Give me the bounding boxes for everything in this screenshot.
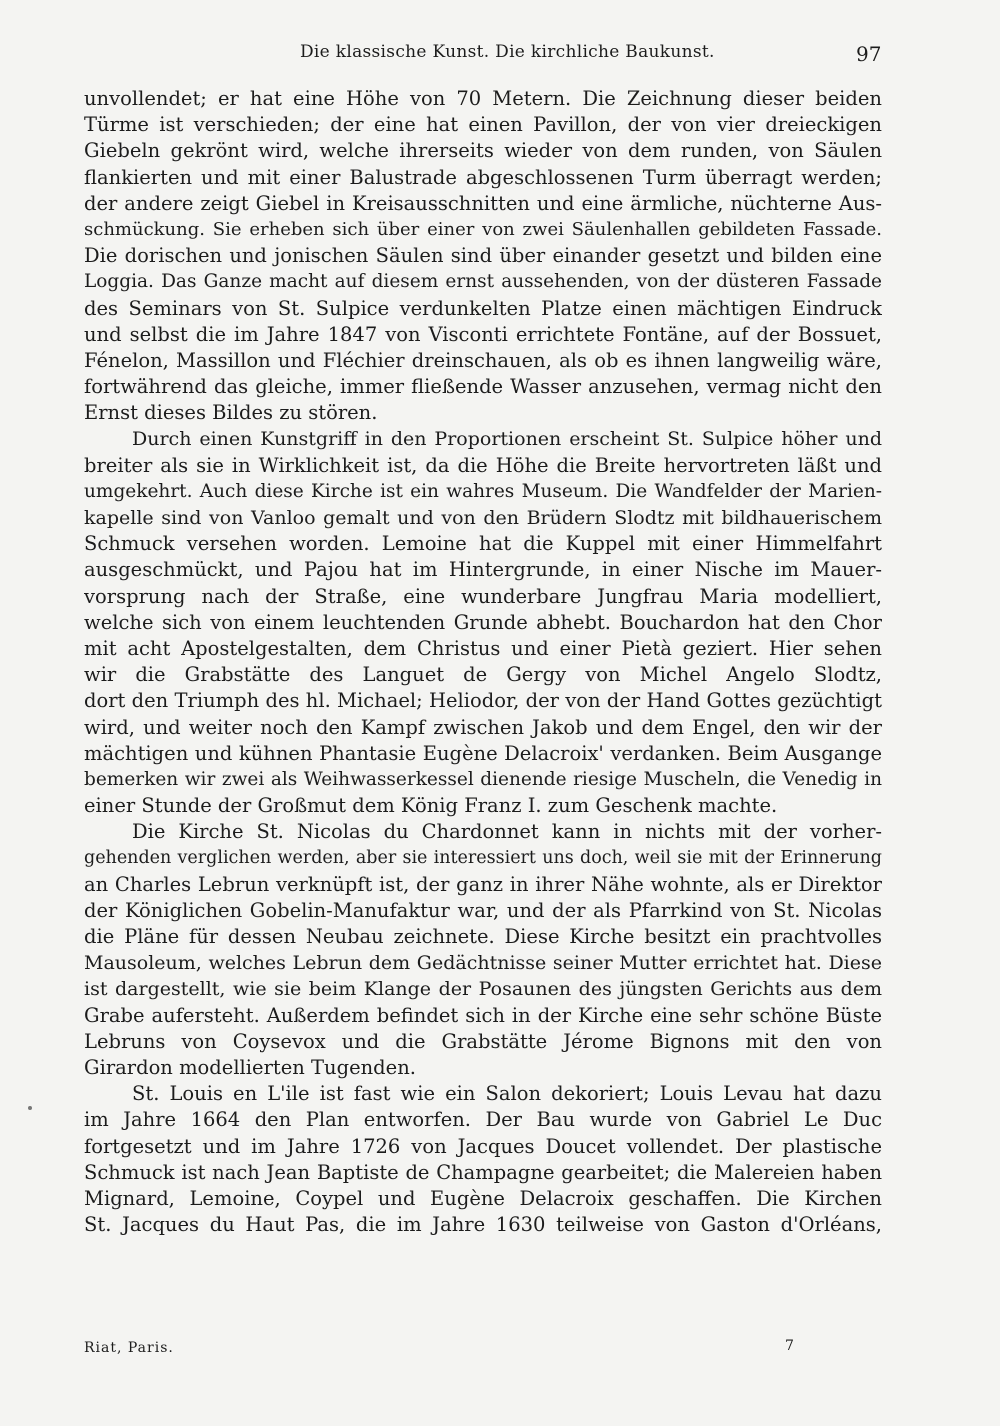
- text-line: einer Stunde der Großmut dem König Franz I. zum Geschenk machte.: [84, 794, 778, 818]
- text-line: Die dorischen und jonischen Säulen sind über einander gesetzt und bilden eine: [84, 244, 882, 268]
- text-line: Durch einen Kunstgriff in den Proportionen erscheint St. Sulpice höher und: [132, 428, 882, 451]
- text-line: an Charles Lebrun verknüpft ist, der ganz in ihrer Nähe wohnte, als er Direktor: [84, 872, 882, 896]
- text-line: Giebeln gekrönt wird, welche ihrerseits wieder von dem runden, von Säulen: [84, 139, 882, 163]
- text-line: flankierten und mit einer Balustrade abgeschlossenen Turm überragt werden;: [84, 165, 882, 189]
- text-line: Türme ist verschieden; der eine hat einen Pavillon, der von vier dreieckigen: [84, 113, 882, 137]
- text-line: unvollendet; er hat eine Höhe von 70 Metern. Die Zeichnung dieser beiden: [84, 87, 882, 110]
- text-line: fortgesetzt und im Jahre 1726 von Jacques Doucet vollendet. Der plastische: [84, 1134, 882, 1158]
- text-line: Grabe aufersteht. Außerdem befindet sich in der Kirche eine sehr schöne Büste: [84, 1003, 882, 1027]
- text-line: welche sich von einem leuchtenden Grunde abhebt. Bouchardon hat den Chor: [84, 610, 882, 634]
- printer-imprint: Riat, Paris.: [84, 1340, 174, 1356]
- text-line: gehenden verglichen werden, aber sie interessiert uns doch, weil sie mit der Erinnerung: [84, 848, 882, 869]
- text-line: Loggia. Das Ganze macht auf diesem ernst aussehenden, von der düsteren Fassade: [84, 271, 882, 293]
- text-line: Mausoleum, welches Lebrun dem Gedächtnisse seiner Mutter errichtet hat. Diese: [84, 952, 882, 975]
- text-line: Fénelon, Massillon und Fléchier dreinschauen, als ob es ihnen langweilig wäre,: [84, 348, 882, 372]
- text-line: kapelle sind von Vanloo gemalt und von den Brüdern Slodtz mit bildhauerischem: [84, 507, 882, 529]
- text-line: der andere zeigt Giebel in Kreisausschnitten und eine ärmliche, nüchterne Aus-: [84, 191, 882, 215]
- text-line: Ernst dieses Bildes zu stören.: [84, 401, 378, 425]
- text-line: Lebruns von Coysevox und die Grabstätte Jérome Bignons mit den von: [84, 1029, 882, 1053]
- text-line: schmückung. Sie erheben sich über einer von zwei Säulenhallen gebildeten Fassade.: [84, 218, 882, 240]
- text-line: dort den Triumph des hl. Michael; Heliodor, der von der Hand Gottes gezüchtigt: [84, 689, 882, 713]
- text-line: vorsprung nach der Straße, eine wunderbare Jungfrau Maria modelliert,: [84, 584, 882, 608]
- text-line: und selbst die im Jahre 1847 von Visconti errichtete Fontäne, auf der Bossuet,: [84, 322, 882, 346]
- text-line: breiter als sie in Wirklichkeit ist, da die Höhe die Breite hervortreten läßt und: [84, 453, 882, 477]
- text-line: Die Kirche St. Nicolas du Chardonnet kann in nichts mit der vorher-: [132, 820, 882, 844]
- text-line: fortwährend das gleiche, immer fließende Wasser anzusehen, vermag nicht den: [84, 375, 882, 399]
- text-line: mit acht Apostelgestalten, dem Christus und einer Pietà geziert. Hier sehen: [84, 636, 882, 660]
- text-line: Schmuck ist nach Jean Baptiste de Champagne gearbeitet; die Malereien haben: [84, 1160, 882, 1184]
- text-line: im Jahre 1664 den Plan entworfen. Der Bau wurde von Gabriel Le Duc: [84, 1108, 882, 1132]
- text-line: Schmuck versehen worden. Lemoine hat die Kuppel mit einer Himmelfahrt: [84, 532, 882, 556]
- text-line: des Seminars von St. Sulpice verdunkelten Platze einen mächtigen Eindruck: [84, 296, 882, 320]
- text-line: wird, und weiter noch den Kampf zwischen Jakob und dem Engel, den wir der: [84, 715, 882, 739]
- text-line: St. Louis en L'ile ist fast wie ein Salon dekoriert; Louis Levau hat dazu: [132, 1082, 882, 1106]
- signature-mark: 7: [785, 1338, 794, 1354]
- paper-speck: [28, 1106, 32, 1110]
- text-line: wir die Grabstätte des Languet de Gergy von Michel Angelo Slodtz,: [84, 663, 882, 687]
- text-line: bemerken wir zwei als Weihwasserkessel dienende riesige Muscheln, die Venedig in: [84, 768, 882, 790]
- text-line: Girardon modellierten Tugenden.: [84, 1055, 416, 1079]
- text-line: der Königlichen Gobelin-Manufaktur war, und der als Pfarrkind von St. Nicolas: [84, 898, 882, 922]
- text-line: mächtigen und kühnen Phantasie Eugène Delacroix' verdanken. Beim Ausgange: [84, 741, 882, 765]
- running-head: Die klassische Kunst. Die kirchliche Baukunst.: [300, 42, 715, 62]
- body-text: [84, 86, 882, 1238]
- text-line: umgekehrt. Auch diese Kirche ist ein wahres Museum. Die Wandfelder der Marien-: [84, 480, 882, 502]
- text-line: ist dargestellt, wie sie beim Klange der Posaunen des jüngsten Gerichts aus dem: [84, 978, 882, 1001]
- text-line: die Pläne für dessen Neubau zeichnete. Diese Kirche besitzt ein prachtvolles: [84, 925, 882, 948]
- text-line: ausgeschmückt, und Pajou hat im Hintergrunde, in einer Nische im Mauer-: [84, 558, 882, 582]
- text-line: St. Jacques du Haut Pas, die im Jahre 1630 teilweise von Gaston d'Orléans,: [84, 1213, 882, 1237]
- page-number: 97: [856, 42, 882, 66]
- text-line: Mignard, Lemoine, Coypel und Eugène Delacroix geschaffen. Die Kirchen: [84, 1186, 882, 1210]
